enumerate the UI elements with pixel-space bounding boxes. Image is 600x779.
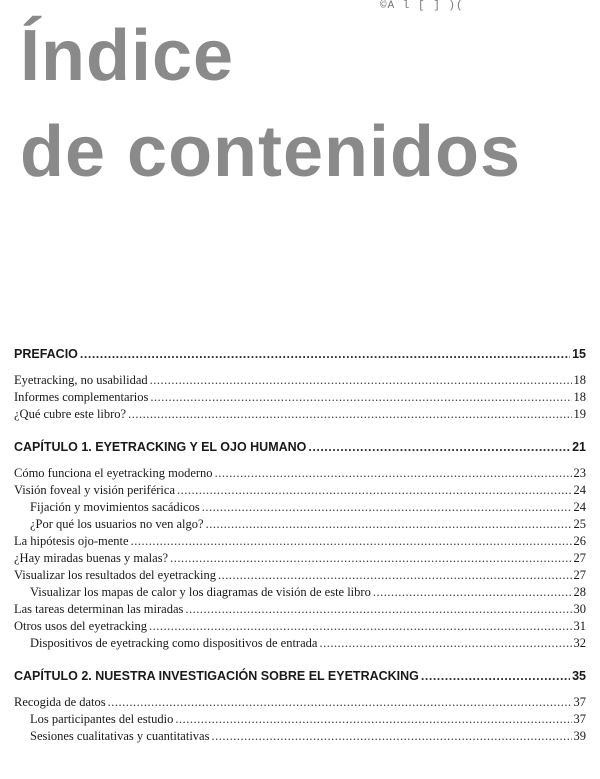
toc-entry-row <box>14 728 586 745</box>
toc-entry-row <box>14 694 586 711</box>
toc-entry-row <box>14 533 586 550</box>
toc-leader-dots <box>177 482 571 499</box>
toc-page-number: 35 <box>572 669 586 683</box>
table-of-contents <box>14 344 586 745</box>
toc-entry-row <box>14 372 586 389</box>
toc-leader-dots <box>421 666 570 686</box>
toc-chapter-row <box>14 344 586 364</box>
toc-page-number: 27 <box>573 551 586 565</box>
toc-entry-row <box>14 618 586 635</box>
toc-leader-dots <box>150 372 572 389</box>
toc-leader-dots <box>202 499 572 516</box>
toc-leader-dots <box>131 533 572 550</box>
toc-label: Fijación y movimientos sacádicos <box>30 500 200 514</box>
toc-entry-row <box>14 584 586 601</box>
toc-entry-row <box>14 550 586 567</box>
toc-label: Informes complementarios <box>14 390 149 404</box>
toc-leader-dots <box>80 344 570 364</box>
toc-label: PREFACIO <box>14 347 78 361</box>
toc-page-number: 39 <box>573 729 586 743</box>
toc-label: Visualizar los resultados del eyetracking <box>14 568 216 582</box>
toc-leader-dots <box>215 465 572 482</box>
toc-page-number: 24 <box>573 483 586 497</box>
toc-leader-dots <box>149 618 572 635</box>
toc-label: Dispositivos de eyetracking como dispositivos de entrada <box>30 636 318 650</box>
toc-leader-dots <box>319 635 571 652</box>
toc-page-number: 21 <box>572 440 586 454</box>
page-title <box>20 8 521 200</box>
toc-page-number: 25 <box>573 517 586 531</box>
toc-entry-row <box>14 406 586 423</box>
toc-chapter-row <box>14 666 586 686</box>
toc-chapter-row <box>14 437 586 457</box>
toc-label: Las tareas determinan las miradas <box>14 602 184 616</box>
toc-page-number: 18 <box>573 373 586 387</box>
toc-page-number: 37 <box>573 712 586 726</box>
toc-page-number: 37 <box>573 695 586 709</box>
toc-entry-row <box>14 601 586 618</box>
toc-leader-dots <box>150 389 571 406</box>
toc-label: ¿Qué cubre este libro? <box>14 407 127 421</box>
toc-page-number: 26 <box>573 534 586 548</box>
toc-leader-dots <box>308 437 570 457</box>
toc-leader-dots <box>185 601 571 618</box>
toc-label: CAPÍTULO 2. NUESTRA INVESTIGACIÓN SOBRE EL EYETRACKING <box>14 669 419 683</box>
toc-leader-dots <box>206 516 572 533</box>
toc-label: Los participantes del estudio <box>30 712 174 726</box>
toc-label: Recogida de datos <box>14 695 106 709</box>
toc-page-number: 27 <box>573 568 586 582</box>
toc-label: ¿Hay miradas buenas y malas? <box>14 551 169 565</box>
toc-page-number: 31 <box>573 619 586 633</box>
toc-entry-row <box>14 465 586 482</box>
toc-label: ¿Por qué los usuarios no ven algo? <box>30 517 204 531</box>
toc-page-number: 15 <box>572 347 586 361</box>
toc-label: La hipótesis ojo-mente <box>14 534 129 548</box>
toc-entry-row <box>14 516 586 533</box>
toc-page-number: 19 <box>573 407 586 421</box>
toc-leader-dots <box>170 550 571 567</box>
toc-label: Otros usos del eyetracking <box>14 619 147 633</box>
toc-label: Eyetracking, no usabilidad <box>14 373 148 387</box>
toc-leader-dots <box>108 694 572 711</box>
toc-label: Visión foveal y visión periférica <box>14 483 176 497</box>
library-stamp: ©А l [ ] )( <box>380 0 464 12</box>
toc-page-number: 32 <box>573 636 586 650</box>
toc-entry-row <box>14 499 586 516</box>
toc-page-number: 23 <box>573 466 586 480</box>
page-title-line-2: de contenidos <box>20 112 522 192</box>
toc-page-number: 18 <box>573 390 586 404</box>
page-title-line-1: Índice <box>20 16 235 96</box>
toc-label: CAPÍTULO 1. EYETRACKING Y EL OJO HUMANO <box>14 440 307 454</box>
toc-leader-dots <box>175 711 571 728</box>
toc-page-number: 28 <box>573 585 586 599</box>
toc-entry-row <box>14 635 586 652</box>
toc-entry-row <box>14 567 586 584</box>
toc-page-number: 24 <box>573 500 586 514</box>
toc-leader-dots <box>218 567 572 584</box>
toc-page-number: 30 <box>573 602 586 616</box>
toc-leader-dots <box>128 406 571 423</box>
toc-label: Visualizar los mapas de calor y los diagramas de visión de este libro <box>30 585 371 599</box>
toc-label: Cómo funciona el eyetracking moderno <box>14 466 213 480</box>
toc-leader-dots <box>373 584 572 601</box>
toc-leader-dots <box>211 728 571 745</box>
toc-entry-row <box>14 482 586 499</box>
toc-entry-row <box>14 389 586 406</box>
toc-entry-row <box>14 711 586 728</box>
toc-label: Sesiones cualitativas y cuantitativas <box>30 729 210 743</box>
